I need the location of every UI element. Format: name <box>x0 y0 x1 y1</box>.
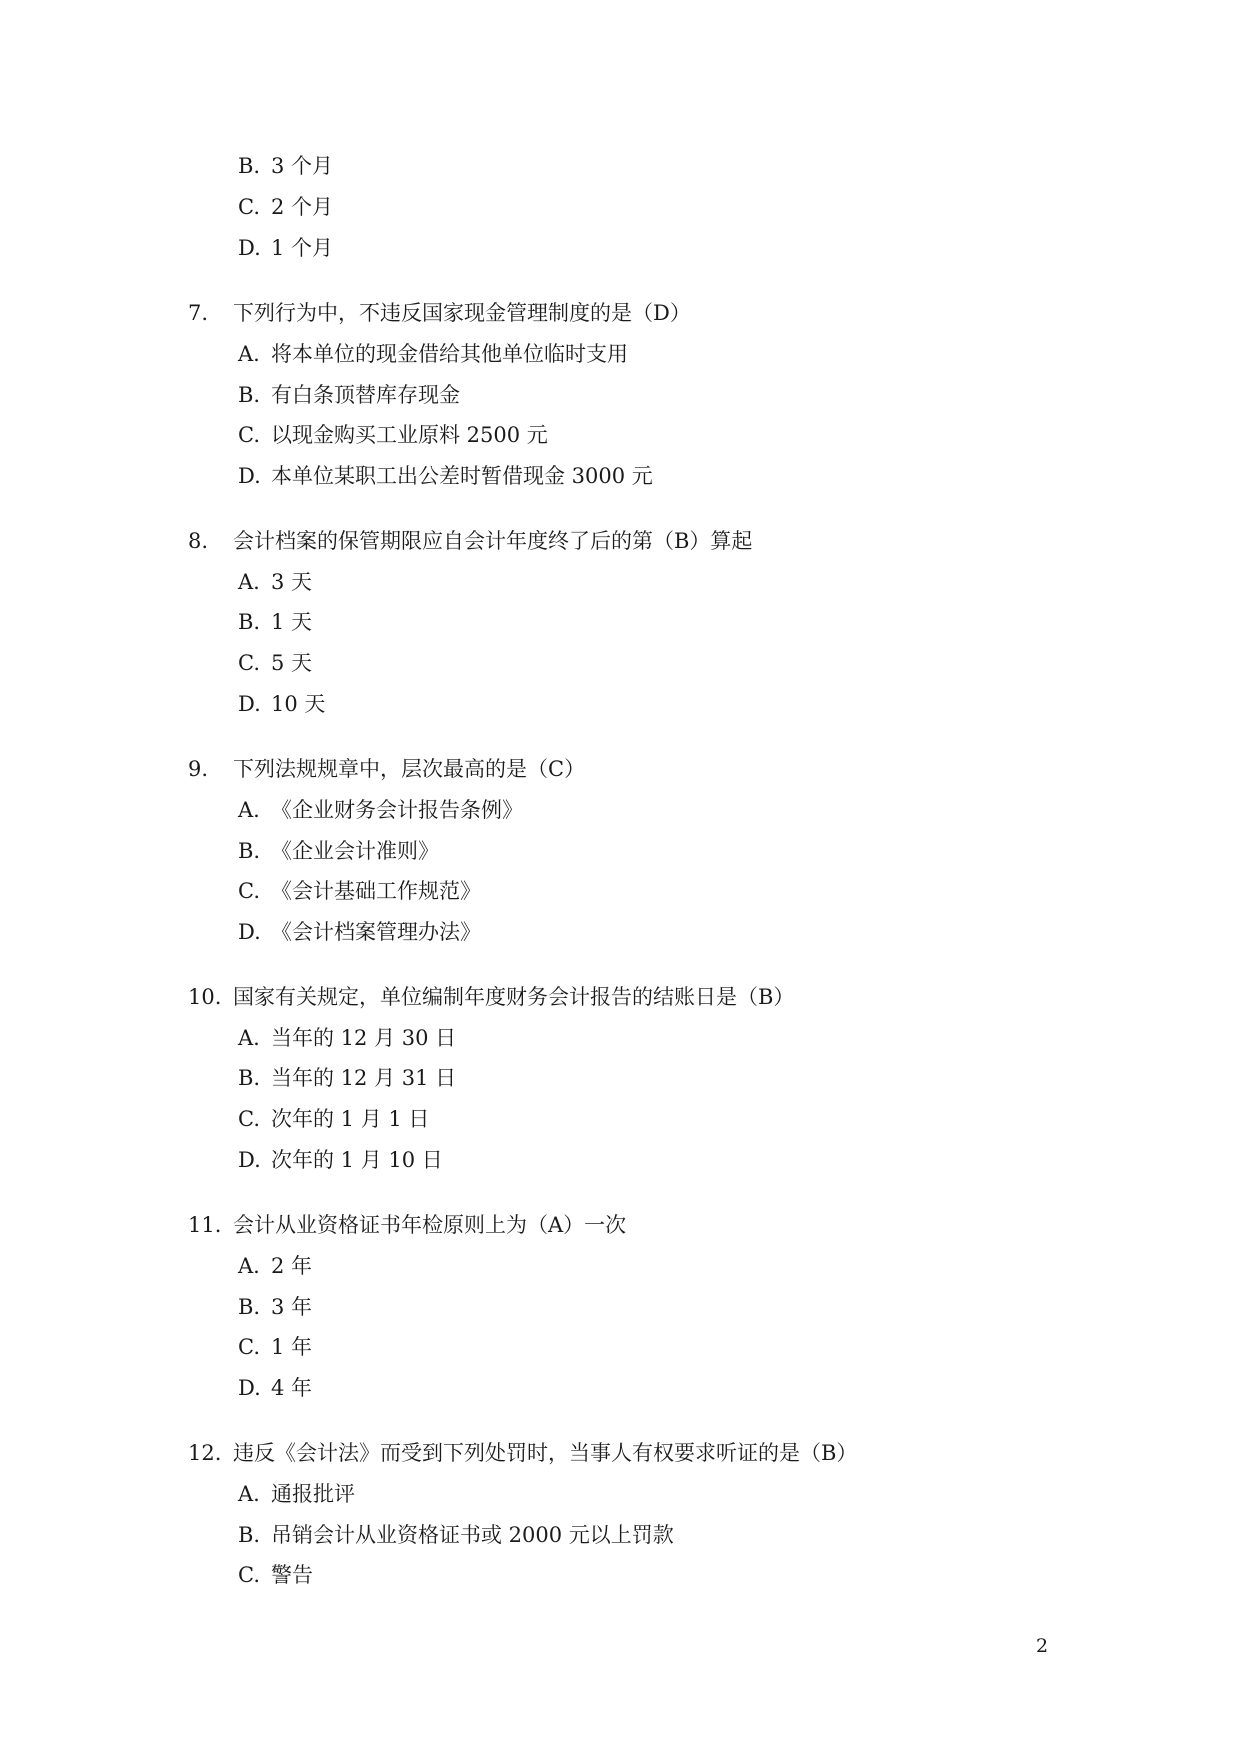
option-label: B. <box>238 1295 261 1319</box>
option-text: 5 天 <box>271 651 313 675</box>
option-label: C. <box>238 423 260 447</box>
option-line <box>238 1480 355 1508</box>
question-text: 国家有关规定，单位编制年度财务会计报告的结账日是（B） <box>233 985 795 1009</box>
option-label: C. <box>238 879 260 903</box>
option-text: 将本单位的现金借给其他单位临时支用 <box>271 342 628 366</box>
option-line <box>238 1024 456 1052</box>
option-text: 3 年 <box>271 1295 313 1319</box>
option-text: 3 天 <box>271 570 313 594</box>
option-label: D. <box>238 692 261 716</box>
option-line <box>238 1064 456 1092</box>
option-label: D. <box>238 920 261 944</box>
question-number: 10. <box>188 985 222 1009</box>
option-line <box>238 837 439 865</box>
option-label: C. <box>238 1563 260 1587</box>
option-text: 2 年 <box>271 1254 313 1278</box>
option-text: 《会计基础工作规范》 <box>271 879 481 903</box>
option-label: A. <box>238 342 260 366</box>
option-line <box>238 193 333 221</box>
option-label: C. <box>238 195 260 219</box>
option-label: A. <box>238 1254 260 1278</box>
question-number: 7. <box>188 301 209 325</box>
option-label: A. <box>238 1482 260 1506</box>
option-line <box>238 1333 312 1361</box>
option-text: 次年的 1 月 1 日 <box>271 1107 430 1131</box>
option-label: B. <box>238 839 261 863</box>
option-text: 当年的 12 月 31 日 <box>271 1066 457 1090</box>
option-line <box>238 381 460 409</box>
option-label: A. <box>238 1026 260 1050</box>
option-label: C. <box>238 651 260 675</box>
option-text: 通报批评 <box>271 1482 355 1506</box>
option-text: 1 年 <box>271 1335 313 1359</box>
page-number: 2 <box>1036 1635 1049 1657</box>
question-text: 会计档案的保管期限应自会计年度终了后的第（B）算起 <box>233 529 753 553</box>
option-line <box>238 877 481 905</box>
option-text: 3 个月 <box>271 154 334 178</box>
option-text: 《企业会计准则》 <box>271 839 439 863</box>
option-line <box>238 1521 674 1549</box>
option-label: D. <box>238 236 261 260</box>
option-text: 次年的 1 月 10 日 <box>271 1148 443 1172</box>
option-line <box>238 1293 312 1321</box>
option-text: 10 天 <box>271 692 326 716</box>
option-label: B. <box>238 154 261 178</box>
option-line <box>238 1105 429 1133</box>
option-label: B. <box>238 610 261 634</box>
option-line <box>238 918 481 946</box>
option-line <box>238 1252 312 1280</box>
question-number: 12. <box>188 1441 222 1465</box>
option-line <box>238 462 653 490</box>
question-number: 11. <box>188 1213 222 1237</box>
option-label: B. <box>238 383 261 407</box>
option-line <box>238 649 312 677</box>
option-label: C. <box>238 1107 260 1131</box>
option-text: 1 天 <box>271 610 313 634</box>
question-text: 下列法规规章中，层次最高的是（C） <box>233 757 586 781</box>
option-line <box>238 1146 443 1174</box>
option-text: 1 个月 <box>271 236 334 260</box>
option-label: D. <box>238 464 261 488</box>
option-line <box>238 234 333 262</box>
option-label: D. <box>238 1148 261 1172</box>
option-line <box>238 1561 313 1589</box>
option-text: 有白条顶替库存现金 <box>271 383 460 407</box>
option-line <box>238 340 628 368</box>
option-text: 本单位某职工出公差时暂借现金 3000 元 <box>271 464 653 488</box>
option-label: C. <box>238 1335 260 1359</box>
option-text: 4 年 <box>271 1376 313 1400</box>
question-text: 会计从业资格证书年检原则上为（A）一次 <box>233 1213 627 1237</box>
question-number: 9. <box>188 757 209 781</box>
question-number: 8. <box>188 529 209 553</box>
option-line <box>238 796 523 824</box>
option-text: 2 个月 <box>271 195 334 219</box>
option-label: B. <box>238 1523 261 1547</box>
option-text: 《企业财务会计报告条例》 <box>271 798 523 822</box>
question-text: 下列行为中，不违反国家现金管理制度的是（D） <box>233 301 691 325</box>
option-line <box>238 1374 312 1402</box>
question-text: 违反《会计法》而受到下列处罚时，当事人有权要求听证的是（B） <box>233 1441 858 1465</box>
option-text: 警告 <box>271 1563 313 1587</box>
option-text: 吊销会计从业资格证书或 2000 元以上罚款 <box>271 1523 674 1547</box>
option-label: B. <box>238 1066 261 1090</box>
option-text: 当年的 12 月 30 日 <box>271 1026 457 1050</box>
option-label: A. <box>238 798 260 822</box>
option-text: 《会计档案管理办法》 <box>271 920 481 944</box>
option-line <box>238 690 325 718</box>
option-line <box>238 421 548 449</box>
option-label: A. <box>238 570 260 594</box>
option-line <box>238 608 312 636</box>
option-label: D. <box>238 1376 261 1400</box>
option-line <box>238 568 312 596</box>
option-line <box>238 152 333 180</box>
option-text: 以现金购买工业原料 2500 元 <box>271 423 548 447</box>
